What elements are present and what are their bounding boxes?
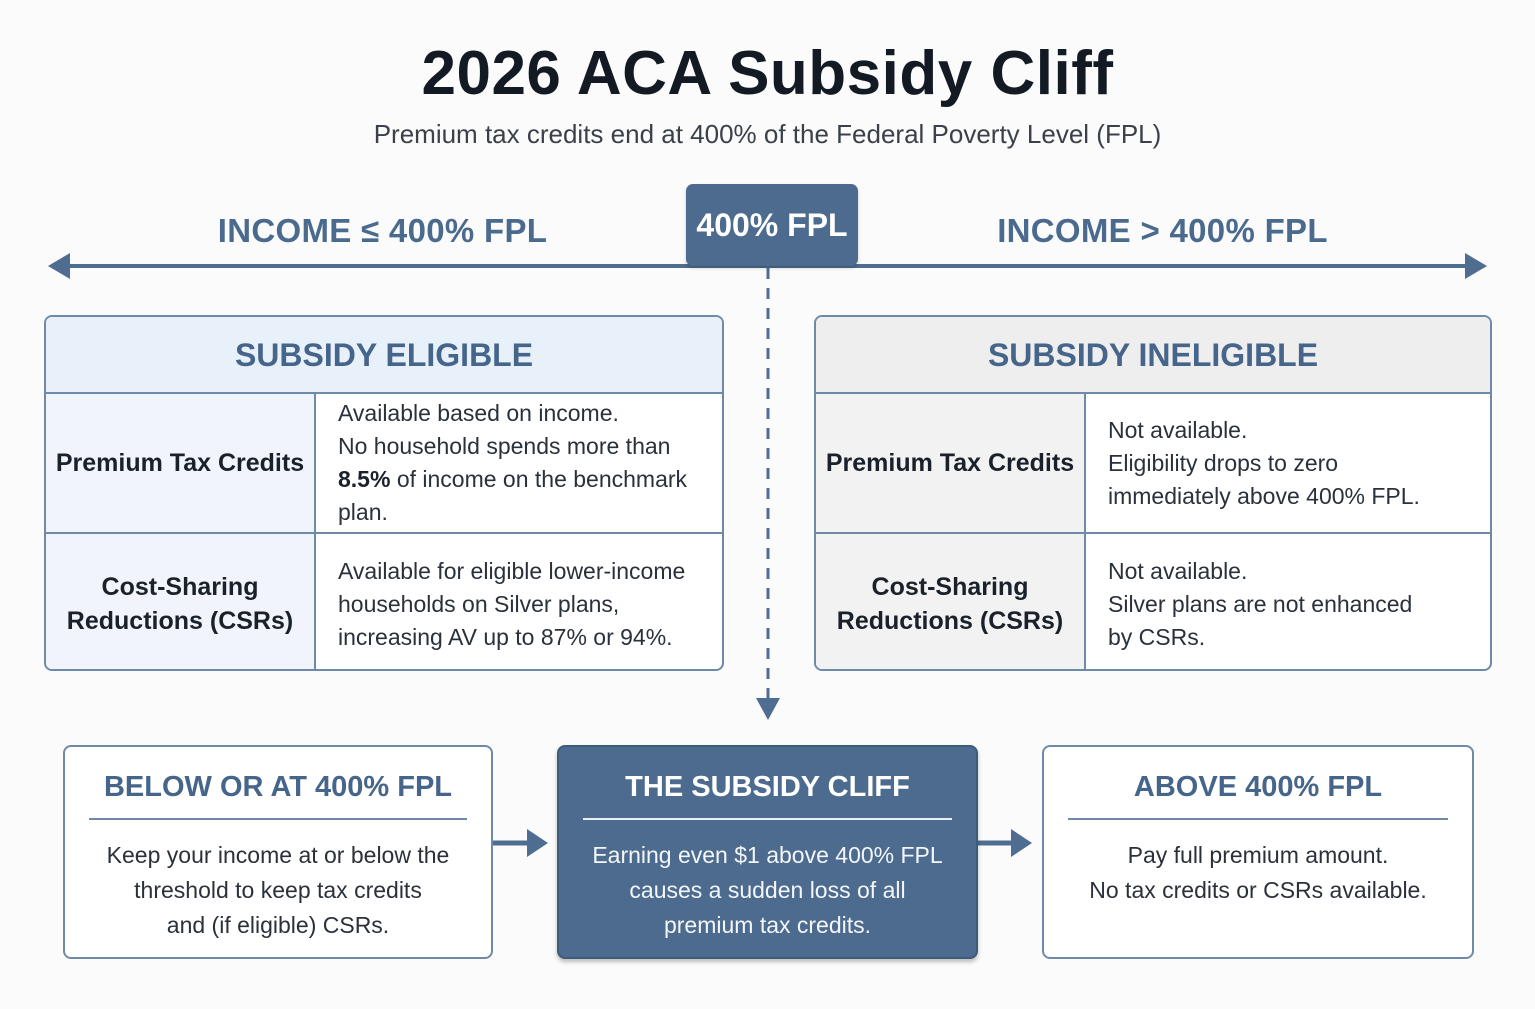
box-line: and (if eligible) CSRs. <box>166 912 390 938</box>
desc-line: by CSRs. <box>1108 623 1206 650</box>
desc-line: Available based on income. <box>338 400 619 426</box>
row-description <box>1086 394 1490 532</box>
box-line: Keep your income at or below the <box>106 842 450 868</box>
row-label <box>46 534 316 671</box>
row-label <box>816 534 1086 671</box>
right-arrow-icon <box>1011 829 1032 857</box>
box-text <box>65 838 491 943</box>
desc-line <box>338 463 722 529</box>
cutoff-down-arrow-icon <box>756 698 780 720</box>
page-title: 2026 ACA Subsidy Cliff <box>421 39 1114 108</box>
highlight-percent: 8.5% <box>338 466 391 492</box>
above-threshold-box <box>1042 745 1474 959</box>
desc-line: No household spends more than <box>338 433 671 459</box>
desc-line: Not available. <box>1108 557 1248 584</box>
row-description <box>316 534 722 671</box>
below-threshold-box <box>63 745 493 959</box>
subsidy-cliff-box <box>557 745 978 959</box>
box-line: premium tax credits. <box>663 912 872 938</box>
box-line: No tax credits or CSRs available. <box>1089 877 1427 903</box>
desc-line: Silver plans are not enhanced <box>1108 590 1413 617</box>
axis-left-arrow-icon <box>48 253 70 279</box>
row-label-line: Cost-Sharing <box>101 573 259 601</box>
subsidy-ineligible-panel <box>814 315 1492 671</box>
table-row <box>816 394 1490 534</box>
desc-line: Eligibility drops to zero <box>1108 449 1339 476</box>
box-line: Earning even $1 above 400% FPL <box>592 842 943 868</box>
row-label: Premium Tax Credits <box>46 394 316 532</box>
box-line: threshold to keep tax credits <box>134 877 422 903</box>
cutoff-badge: 400% FPL <box>686 184 858 266</box>
row-label: Premium Tax Credits <box>816 394 1086 532</box>
subsidy-eligible-panel <box>44 315 724 671</box>
desc-line: households on Silver plans, <box>338 590 620 617</box>
desc-line: Not available. <box>1108 416 1248 443</box>
axis-left-label: INCOME ≤ 400% FPL <box>217 212 548 249</box>
axis-right-label: INCOME > 400% FPL <box>997 212 1328 249</box>
box-line: causes a sudden loss of all <box>629 877 906 903</box>
row-label-line: Cost-Sharing <box>871 573 1029 601</box>
desc-line: Available for eligible lower-income <box>338 557 686 584</box>
page-subtitle: Premium tax credits end at 400% of the Federal Poverty Level (FPL) <box>373 119 1162 149</box>
axis-right-arrow-icon <box>1465 253 1487 279</box>
box-line: Pay full premium amount. <box>1127 842 1389 868</box>
panel-heading: SUBSIDY ELIGIBLE <box>46 317 722 394</box>
box-text <box>1044 838 1472 908</box>
box-title: THE SUBSIDY CLIFF <box>583 771 952 820</box>
row-label-line: Reductions (CSRs) <box>66 607 294 635</box>
table-row <box>816 534 1490 671</box>
desc-line-tail: of income on the benchmark plan. <box>338 466 688 525</box>
table-row <box>46 394 722 534</box>
table-row <box>46 534 722 671</box>
box-title: BELOW OR AT 400% FPL <box>89 771 467 820</box>
box-title: ABOVE 400% FPL <box>1068 771 1448 820</box>
row-label-line: Reductions (CSRs) <box>836 607 1064 635</box>
row-description <box>1086 534 1490 671</box>
row-description <box>316 394 722 532</box>
right-arrow-icon <box>527 829 548 857</box>
panel-heading: SUBSIDY INELIGIBLE <box>816 317 1490 394</box>
desc-line: immediately above 400% FPL. <box>1108 482 1420 509</box>
desc-line: increasing AV up to 87% or 94%. <box>338 623 673 650</box>
box-text <box>559 838 976 943</box>
